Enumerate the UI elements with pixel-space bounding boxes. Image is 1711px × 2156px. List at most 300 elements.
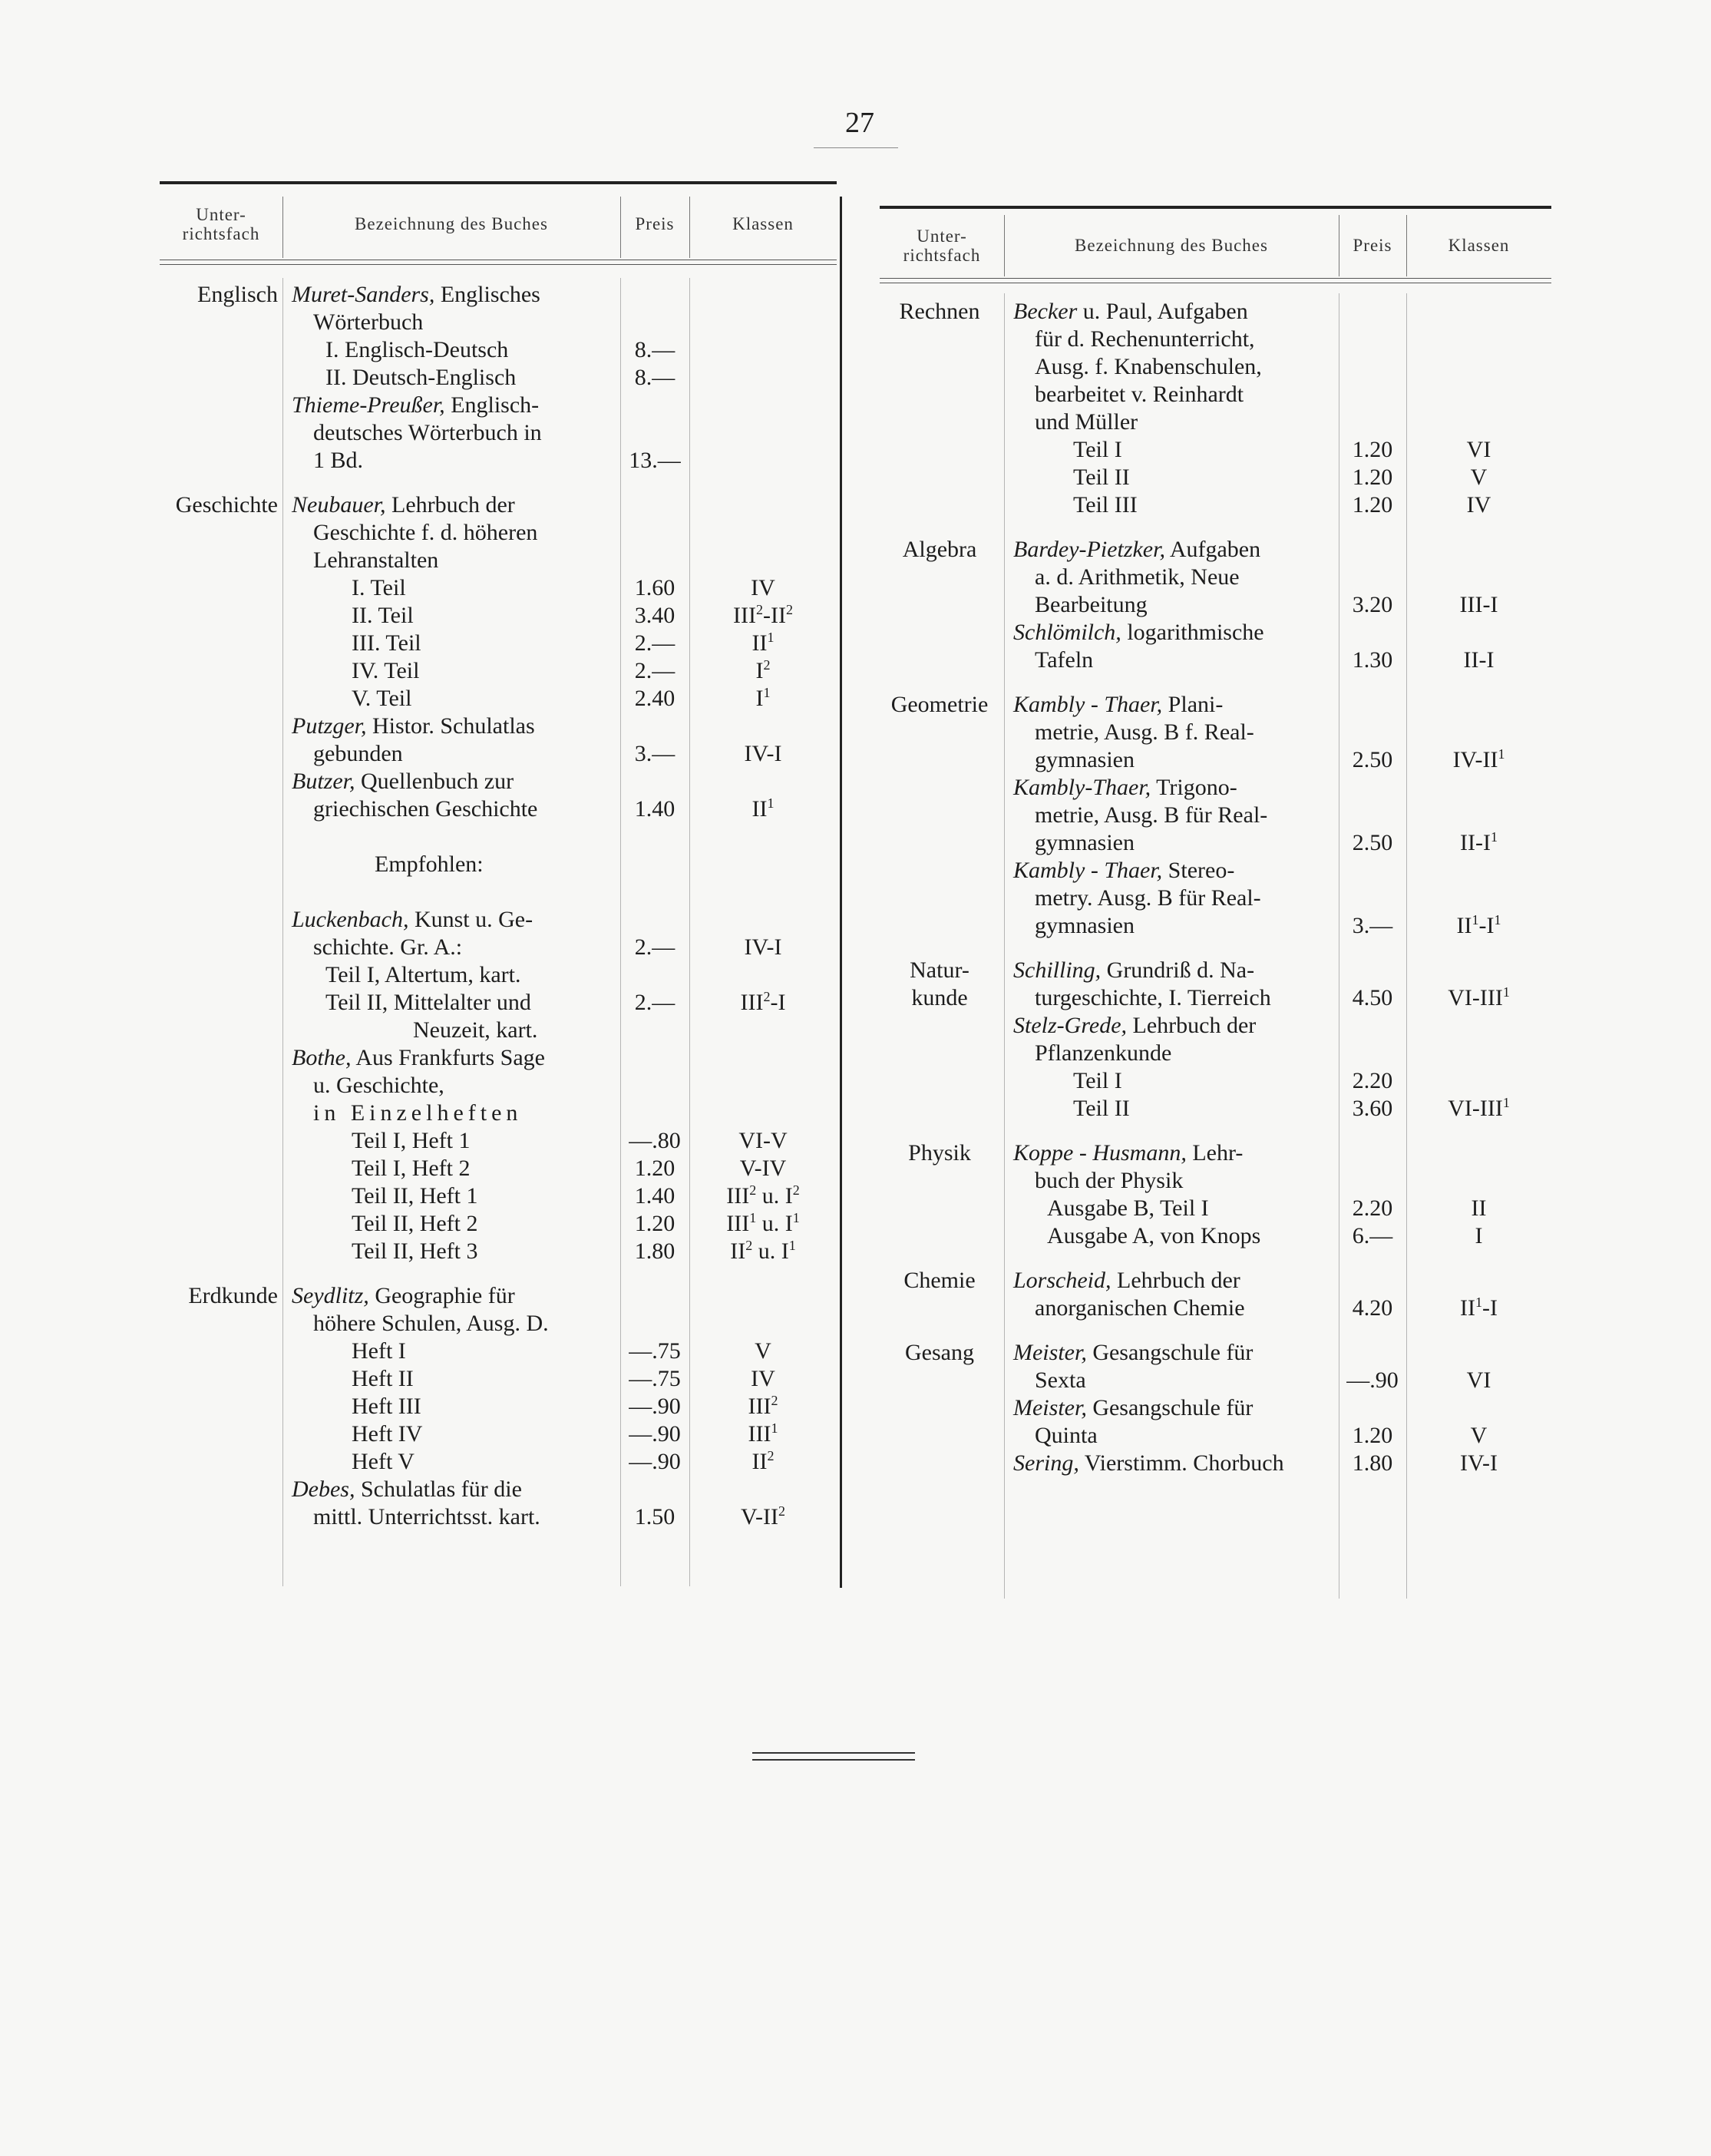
section-gap bbox=[880, 1123, 1551, 1139]
subject-label: Geometrie bbox=[890, 692, 989, 717]
book-price: 2.50 bbox=[1352, 830, 1393, 855]
book-row bbox=[1004, 1012, 1551, 1040]
book-classes: II bbox=[1471, 1195, 1487, 1221]
book-price: 3.— bbox=[1352, 913, 1393, 938]
book-price: 1.20 bbox=[1352, 437, 1393, 462]
book-text: II. Deutsch-Englisch bbox=[325, 365, 517, 390]
section-gap bbox=[880, 674, 1551, 691]
book-title: u. Paul, Aufgaben bbox=[1077, 299, 1248, 324]
book-row bbox=[1004, 1450, 1551, 1477]
book-row bbox=[1004, 912, 1551, 940]
book-row bbox=[282, 1503, 837, 1531]
book-description bbox=[282, 1127, 620, 1155]
book-price: 4.50 bbox=[1352, 985, 1393, 1010]
book-row bbox=[1004, 984, 1551, 1012]
left-table-body bbox=[160, 281, 837, 1548]
book-row bbox=[1004, 1222, 1551, 1250]
table-top-rule bbox=[160, 181, 837, 184]
book-price: 4.20 bbox=[1352, 1295, 1393, 1321]
book-classes: VI-III$^1$ bbox=[1448, 984, 1510, 1010]
book-classes: $V-II^2$ bbox=[741, 1503, 785, 1529]
subject-label: Englisch bbox=[197, 282, 278, 307]
book-text: Pflanzenkunde bbox=[1035, 1040, 1172, 1066]
book-text: Teil II bbox=[1073, 1096, 1130, 1121]
book-row bbox=[1004, 564, 1551, 591]
author-name: Neubauer, bbox=[292, 492, 386, 518]
book-description bbox=[1004, 774, 1339, 802]
book-description bbox=[1004, 984, 1339, 1012]
book-row bbox=[282, 795, 837, 823]
book-description bbox=[282, 1182, 620, 1210]
book-description bbox=[1004, 957, 1339, 984]
book-row bbox=[282, 1210, 837, 1238]
book-title: Kunst u. Ge- bbox=[408, 907, 533, 932]
book-row bbox=[1004, 829, 1551, 857]
book-title: Vierstimm. Chorbuch bbox=[1078, 1450, 1284, 1476]
book-title: Englisch- bbox=[444, 392, 540, 418]
book-description bbox=[282, 1072, 620, 1099]
book-text: turgeschichte, I. Tierreich bbox=[1035, 985, 1271, 1010]
book-description bbox=[1004, 464, 1339, 491]
book-row bbox=[1004, 464, 1551, 491]
book-description bbox=[1004, 326, 1339, 353]
right-book-table bbox=[880, 181, 1551, 1602]
author-name: Bardey-Pietzker, bbox=[1013, 537, 1165, 562]
header-subject: Unter- richtsfach bbox=[903, 226, 981, 265]
subject-section bbox=[880, 1139, 1551, 1250]
book-classes: VI-III$^1$ bbox=[1448, 1095, 1510, 1121]
book-description bbox=[282, 1155, 620, 1182]
book-row bbox=[282, 1182, 837, 1210]
book-row bbox=[1004, 1067, 1551, 1095]
header-price: Preis bbox=[635, 214, 675, 234]
author-name: Muret-Sanders, bbox=[292, 282, 435, 307]
header-subject: Unter- richtsfach bbox=[182, 204, 260, 243]
section-gap bbox=[160, 475, 837, 491]
book-row bbox=[1004, 1167, 1551, 1195]
subject-label: Geschichte bbox=[175, 492, 278, 518]
book-row bbox=[1004, 298, 1551, 326]
book-classes: I bbox=[1475, 1223, 1483, 1248]
table-header bbox=[880, 218, 1551, 273]
book-row bbox=[282, 878, 837, 906]
book-title: Grundriß d. Na- bbox=[1101, 957, 1255, 983]
author-name: Luckenbach, bbox=[292, 907, 409, 932]
book-description bbox=[282, 574, 620, 602]
table-top-rule bbox=[880, 206, 1551, 209]
book-row bbox=[1004, 1295, 1551, 1322]
book-description bbox=[282, 630, 620, 657]
book-row bbox=[282, 740, 837, 768]
subject-label: Natur- kunde bbox=[910, 957, 969, 1010]
book-price: 1.60 bbox=[634, 575, 675, 600]
book-description bbox=[282, 309, 620, 336]
book-row bbox=[282, 934, 837, 961]
book-row bbox=[1004, 591, 1551, 619]
book-classes: $II^1-I$ bbox=[1460, 1295, 1498, 1321]
book-description bbox=[1004, 1422, 1339, 1450]
book-description bbox=[1004, 1095, 1339, 1123]
book-description bbox=[1004, 646, 1339, 674]
book-description bbox=[1004, 1195, 1339, 1222]
book-text: metry. Ausg. B für Real- bbox=[1035, 885, 1261, 911]
book-description bbox=[282, 602, 620, 630]
book-price: 2.40 bbox=[634, 686, 675, 711]
book-row bbox=[282, 851, 837, 878]
book-text: gymnasien bbox=[1035, 747, 1135, 772]
book-row bbox=[282, 630, 837, 657]
book-text: Teil I, Heft 1 bbox=[352, 1128, 471, 1153]
book-description bbox=[1004, 691, 1339, 719]
book-classes: III$^2$-I bbox=[740, 989, 786, 1015]
subject-label: Erdkunde bbox=[188, 1283, 278, 1308]
book-description bbox=[282, 419, 620, 447]
book-description bbox=[1004, 619, 1339, 646]
book-row bbox=[282, 419, 837, 447]
book-description bbox=[1004, 408, 1339, 436]
book-row bbox=[282, 1127, 837, 1155]
book-description bbox=[282, 823, 620, 851]
book-price: 2.50 bbox=[1352, 747, 1393, 772]
book-text: u. Geschichte, bbox=[313, 1073, 444, 1098]
book-description bbox=[282, 1503, 620, 1531]
book-description bbox=[282, 392, 620, 419]
book-price: 1.40 bbox=[634, 796, 675, 822]
subject-label: Physik bbox=[908, 1140, 971, 1166]
book-description bbox=[1004, 436, 1339, 464]
book-price: —.75 bbox=[629, 1338, 681, 1364]
book-description bbox=[1004, 1067, 1339, 1095]
author-name: Stelz-Grede, bbox=[1013, 1013, 1128, 1038]
book-classes: III-I bbox=[1459, 592, 1498, 617]
book-text: buch der Physik bbox=[1035, 1168, 1184, 1193]
book-row bbox=[1004, 957, 1551, 984]
book-description bbox=[282, 961, 620, 989]
book-classes: IV-I bbox=[744, 934, 782, 960]
book-description bbox=[1004, 885, 1339, 912]
book-title: Trigono- bbox=[1151, 775, 1237, 800]
book-row bbox=[1004, 746, 1551, 774]
book-description bbox=[282, 934, 620, 961]
book-description bbox=[1004, 591, 1339, 619]
book-title: Englisches bbox=[434, 282, 540, 307]
book-text: Ausgabe A, von Knops bbox=[1047, 1223, 1261, 1248]
book-text: 1 Bd. bbox=[313, 448, 364, 473]
header-classes: Klassen bbox=[1448, 236, 1510, 256]
book-classes: V bbox=[1470, 1423, 1488, 1448]
book-description bbox=[1004, 1267, 1339, 1295]
book-classes: VI bbox=[1466, 1367, 1491, 1393]
book-row bbox=[282, 1365, 837, 1393]
book-description bbox=[282, 657, 620, 685]
book-description bbox=[282, 519, 620, 547]
book-description bbox=[1004, 719, 1339, 746]
book-title: logarithmische bbox=[1121, 620, 1264, 645]
book-text: griechischen Geschichte bbox=[313, 796, 538, 822]
left-book-table bbox=[160, 181, 837, 1586]
book-row bbox=[282, 1017, 837, 1044]
book-description bbox=[1004, 536, 1339, 564]
book-row bbox=[282, 547, 837, 574]
book-description bbox=[1004, 381, 1339, 408]
book-text: Heft IV bbox=[352, 1421, 423, 1447]
book-price: 2.— bbox=[634, 990, 675, 1015]
book-text: Teil I bbox=[1073, 1068, 1122, 1093]
book-text: Heft I bbox=[352, 1338, 406, 1364]
book-title: Schulatlas für die bbox=[355, 1476, 522, 1502]
book-description bbox=[282, 1017, 620, 1044]
book-row bbox=[1004, 1095, 1551, 1123]
book-text: Quinta bbox=[1035, 1423, 1098, 1448]
author-name: Bothe, bbox=[292, 1045, 352, 1070]
section-gap bbox=[880, 1477, 1551, 1494]
book-classes: IV-I bbox=[744, 741, 782, 766]
author-name: Putzger, bbox=[292, 713, 367, 739]
book-row bbox=[282, 989, 837, 1017]
book-title: Aufgaben bbox=[1164, 537, 1261, 562]
book-title: Stereo- bbox=[1162, 858, 1235, 883]
book-description bbox=[282, 740, 620, 768]
book-text: Heft V bbox=[352, 1449, 415, 1474]
book-text: Tafeln bbox=[1035, 647, 1094, 673]
book-row bbox=[282, 1072, 837, 1099]
book-row bbox=[1004, 774, 1551, 802]
book-description bbox=[282, 1476, 620, 1503]
book-price: 1.20 bbox=[634, 1156, 675, 1181]
subject-section bbox=[880, 691, 1551, 940]
book-row bbox=[282, 657, 837, 685]
subject-label: Gesang bbox=[905, 1340, 974, 1365]
book-description bbox=[282, 989, 620, 1017]
book-classes: $II^1$ bbox=[751, 630, 775, 656]
book-price: 3.— bbox=[634, 741, 675, 766]
header-book: Bezeichnung des Buches bbox=[1075, 236, 1268, 256]
book-row bbox=[282, 1448, 837, 1476]
book-classes: III$^1$ bbox=[748, 1420, 778, 1447]
book-text: Ausg. f. Knabenschulen, bbox=[1035, 354, 1262, 379]
book-description bbox=[282, 906, 620, 934]
book-price: 3.40 bbox=[634, 603, 675, 628]
book-row bbox=[1004, 1422, 1551, 1450]
book-price: 1.20 bbox=[1352, 492, 1393, 518]
subject-section bbox=[160, 491, 837, 1265]
book-price: 1.80 bbox=[634, 1238, 675, 1264]
book-classes: $I^1$ bbox=[755, 685, 771, 711]
book-row bbox=[1004, 381, 1551, 408]
book-text: Bearbeitung bbox=[1035, 592, 1148, 617]
book-description bbox=[282, 1282, 620, 1310]
book-text: Teil II, Mittelalter und bbox=[325, 990, 531, 1015]
book-classes: $II-I^1$ bbox=[1460, 829, 1498, 855]
header-bottom-rule bbox=[160, 264, 837, 265]
book-row bbox=[1004, 326, 1551, 353]
book-title: Lehrbuch der bbox=[1127, 1013, 1257, 1038]
book-description bbox=[1004, 1394, 1339, 1422]
book-row bbox=[1004, 646, 1551, 674]
author-name: Schilling, bbox=[1013, 957, 1102, 983]
book-text: Ausgabe B, Teil I bbox=[1047, 1195, 1209, 1221]
book-text: Teil II, Heft 2 bbox=[352, 1211, 478, 1236]
book-classes: $II^2$ bbox=[751, 1448, 775, 1474]
book-row bbox=[282, 364, 837, 392]
book-description bbox=[282, 1310, 620, 1338]
book-row bbox=[282, 1099, 837, 1127]
book-text: metrie, Ausg. B f. Real- bbox=[1035, 719, 1254, 745]
book-row bbox=[1004, 802, 1551, 829]
book-row bbox=[1004, 491, 1551, 519]
book-price: 3.20 bbox=[1352, 592, 1393, 617]
book-description bbox=[1004, 1040, 1339, 1067]
book-price: 1.20 bbox=[1352, 465, 1393, 490]
book-price: 1.30 bbox=[1352, 647, 1393, 673]
book-classes: II-I bbox=[1463, 647, 1495, 673]
book-text: und Müller bbox=[1035, 409, 1138, 435]
book-description bbox=[282, 1238, 620, 1265]
end-rule bbox=[752, 1752, 915, 1754]
book-description bbox=[282, 1365, 620, 1393]
section-gap bbox=[880, 1250, 1551, 1267]
book-description bbox=[1004, 1139, 1339, 1167]
center-divider bbox=[840, 197, 842, 1588]
author-name: Meister, bbox=[1013, 1340, 1087, 1365]
book-row bbox=[282, 1420, 837, 1448]
book-classes: $I^2$ bbox=[755, 657, 771, 683]
header-price: Preis bbox=[1353, 236, 1392, 256]
book-row bbox=[1004, 719, 1551, 746]
book-row bbox=[1004, 1040, 1551, 1067]
book-title: Aus Frankfurts Sage bbox=[351, 1045, 545, 1070]
book-description bbox=[282, 547, 620, 574]
book-text: Teil III bbox=[1073, 492, 1138, 518]
header-bottom-rule bbox=[880, 278, 1551, 279]
book-description bbox=[282, 878, 620, 906]
book-row bbox=[282, 1310, 837, 1338]
author-name: Schlömilch, bbox=[1013, 620, 1121, 645]
page-number: 27 bbox=[845, 107, 874, 139]
book-description bbox=[1004, 298, 1339, 326]
book-description bbox=[282, 1338, 620, 1365]
book-text: bearbeitet v. Reinhardt bbox=[1035, 382, 1244, 407]
book-text: Teil I bbox=[1073, 437, 1122, 462]
book-price: 6.— bbox=[1352, 1223, 1393, 1248]
book-classes: $IV-II^1$ bbox=[1452, 746, 1505, 772]
book-price: 2.20 bbox=[1352, 1195, 1393, 1221]
book-price: —.90 bbox=[629, 1449, 681, 1474]
book-classes: IV-I bbox=[1460, 1450, 1498, 1476]
book-row bbox=[282, 1044, 837, 1072]
book-row bbox=[282, 685, 837, 713]
header-divider bbox=[1004, 215, 1005, 276]
book-description bbox=[282, 795, 620, 823]
book-price: —.90 bbox=[1346, 1367, 1399, 1393]
subject-section bbox=[880, 1339, 1551, 1477]
book-description bbox=[282, 1210, 620, 1238]
book-description bbox=[1004, 564, 1339, 591]
author-name: Kambly-Thaer, bbox=[1013, 775, 1151, 800]
book-row bbox=[1004, 857, 1551, 885]
book-price: —.80 bbox=[629, 1128, 681, 1153]
book-price: 1.80 bbox=[1352, 1450, 1393, 1476]
book-title: Gesangschule für bbox=[1086, 1340, 1254, 1365]
book-description bbox=[282, 1044, 620, 1072]
right-table-body bbox=[880, 298, 1551, 1494]
book-text: Empfohlen: bbox=[375, 851, 484, 877]
book-row bbox=[282, 713, 837, 740]
header-divider bbox=[689, 197, 690, 258]
book-row bbox=[282, 823, 837, 851]
book-price: 13.— bbox=[629, 448, 681, 473]
book-description bbox=[282, 364, 620, 392]
book-title: Lehrbuch der bbox=[385, 492, 515, 518]
book-description bbox=[282, 713, 620, 740]
book-text: Teil I, Heft 2 bbox=[352, 1156, 471, 1181]
book-text: Sexta bbox=[1035, 1367, 1086, 1393]
book-title: Plani- bbox=[1162, 692, 1224, 717]
book-row bbox=[1004, 619, 1551, 646]
header-classes: Klassen bbox=[732, 214, 794, 234]
book-description bbox=[1004, 802, 1339, 829]
book-price: 2.— bbox=[634, 630, 675, 656]
book-text: gymnasien bbox=[1035, 830, 1135, 855]
book-price: 3.60 bbox=[1352, 1096, 1393, 1121]
book-title: Quellenbuch zur bbox=[355, 769, 514, 794]
book-row bbox=[1004, 353, 1551, 381]
book-row bbox=[282, 336, 837, 364]
book-classes: V bbox=[755, 1338, 771, 1364]
book-price: 2.— bbox=[634, 934, 675, 960]
book-price: 2.20 bbox=[1352, 1068, 1393, 1093]
book-row bbox=[282, 1155, 837, 1182]
book-description bbox=[282, 1420, 620, 1448]
book-text: für d. Rechenunterricht, bbox=[1035, 326, 1255, 352]
book-text: III. Teil bbox=[352, 630, 421, 656]
book-title: Geographie für bbox=[368, 1283, 515, 1308]
book-description bbox=[282, 281, 620, 309]
book-row bbox=[1004, 1367, 1551, 1394]
book-description bbox=[282, 491, 620, 519]
book-description bbox=[1004, 353, 1339, 381]
book-classes: III$^2$ u. $I^2$ bbox=[726, 1182, 800, 1209]
book-description bbox=[282, 1393, 620, 1420]
book-classes: $II^1-I^1$ bbox=[1456, 912, 1501, 938]
author-name: Kambly - Thaer, bbox=[1013, 692, 1163, 717]
book-description bbox=[1004, 1339, 1339, 1367]
book-description bbox=[1004, 746, 1339, 774]
book-classes: IV bbox=[751, 575, 775, 600]
author-name: Koppe - Husmann, bbox=[1013, 1140, 1187, 1166]
book-row bbox=[282, 1476, 837, 1503]
book-description bbox=[1004, 857, 1339, 885]
author-name: Butzer, bbox=[292, 769, 355, 794]
book-text: metrie, Ausg. B für Real- bbox=[1035, 802, 1268, 828]
end-rule bbox=[752, 1759, 915, 1761]
book-text: Teil I, Altertum, kart. bbox=[325, 962, 521, 987]
book-classes: $III^2-II^2$ bbox=[733, 602, 793, 628]
section-gap bbox=[160, 1531, 837, 1548]
book-description bbox=[1004, 912, 1339, 940]
book-text: Teil II, Heft 3 bbox=[352, 1238, 478, 1264]
book-row bbox=[282, 768, 837, 795]
book-text: Teil II bbox=[1073, 465, 1130, 490]
book-text: a. d. Arithmetik, Neue bbox=[1035, 564, 1240, 590]
section-gap bbox=[880, 940, 1551, 957]
book-classes: VI bbox=[1466, 437, 1491, 462]
book-row bbox=[1004, 1267, 1551, 1295]
subject-label: Algebra bbox=[902, 537, 977, 562]
book-description bbox=[1004, 1222, 1339, 1250]
book-text: deutsches Wörterbuch in bbox=[313, 420, 542, 445]
book-text: I. Englisch-Deutsch bbox=[325, 337, 509, 362]
